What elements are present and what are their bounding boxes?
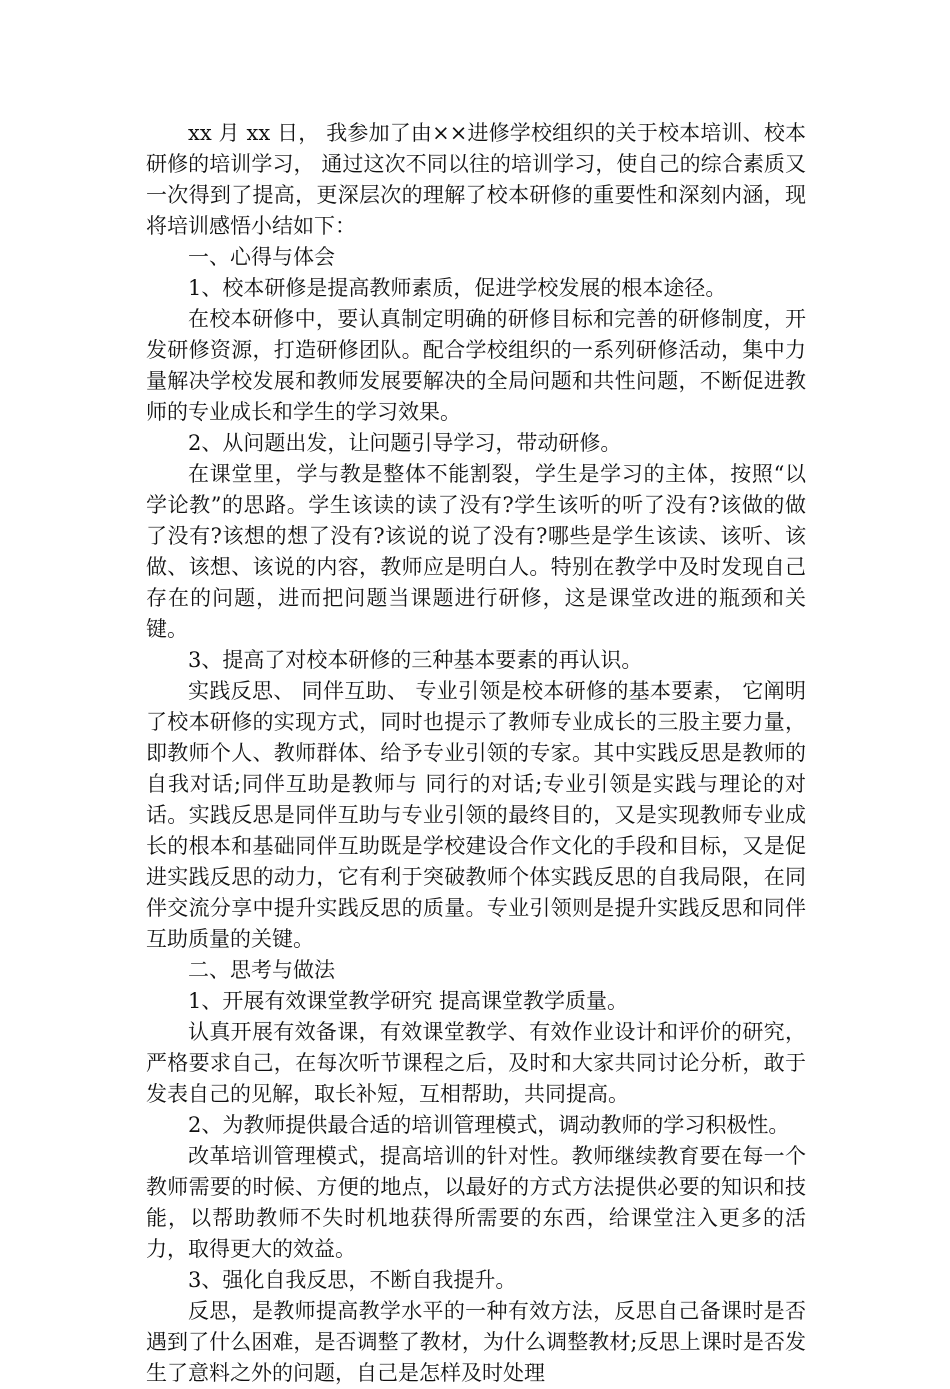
- paragraph-1-2: 在课堂里，学与教是整体不能割裂，学生是学习的主体，按照“以学论教”的思路。学生该读的读了没有?学生该听的听了没有?该做的做了没有?该想的想了没有?该说的说了没有?哪些是学生该读、该听、该做、该想、该说的内容，教师应是明白人。特别在教学中及时发现自己存在的问题，进而把问题当课题进行研修，这是课堂改进的瓶颈和关键。: [146, 462, 806, 641]
- subheading-1-1: 1、校本研修是提高教师素质，促进学校发展的根本途径。: [188, 276, 727, 300]
- subheading-2-3: 3、强化自我反思，不断自我提升。: [188, 1268, 517, 1292]
- paragraph-2-2: 改革培训管理模式，提高培训的针对性。教师继续教育要在每一个教师需要的时候、方便的地点，以最好的方式方法提供必要的知识和技能，以帮助教师不失时机地获得所需要的东西，给课堂注入更多的活力，取得更大的效益。: [146, 1144, 806, 1261]
- document-body: [146, 118, 806, 1389]
- subheading-2-2: 2、为教师提供最合适的培训管理模式，调动教师的学习积极性。: [188, 1113, 790, 1137]
- subheading-1-2: 2、从问题出发，让问题引导学习，带动研修。: [188, 431, 622, 455]
- paragraph-1-1: 在校本研修中，要认真制定明确的研修目标和完善的研修制度，开发研修资源，打造研修团队。配合学校组织的一系列研修活动，集中力量解决学校发展和教师发展要解决的全局问题和共性问题，不断促进教师的专业成长和学生的学习效果。: [146, 307, 806, 424]
- paragraph-2-3: 反思，是教师提高教学水平的一种有效方法，反思自己备课时是否遇到了什么困难，是否调整了教材，为什么调整教材;反思上课时是否发生了意料之外的问题，自己是怎样及时处理: [146, 1299, 806, 1385]
- intro-paragraph: xx 月 xx 日， 我参加了由××进修学校组织的关于校本培训、校本研修的培训学习， 通过这次不同以往的培训学习，使自己的综合素质又一次得到了提高，更深层次的理解了校本研修的重要性和深刻内涵，现将培训感悟小结如下：: [146, 121, 806, 238]
- section-heading-2: 二、思考与做法: [188, 958, 335, 982]
- section-heading-1: 一、心得与体会: [188, 245, 335, 269]
- paragraph-1-3: 实践反思、 同伴互助、 专业引领是校本研修的基本要素， 它阐明了校本研修的实现方式，同时也提示了教师专业成长的三股主要力量，即教师个人、教师群体、给予专业引领的专家。其中实践反思是教师的自我对话;同伴互助是教师与 同行的对话;专业引领是实践与理论的对话。实践反思是同伴互助与专业引领的最终目的，又是实现教师专业成长的根本和基础同伴互助既是学校建设合作文化的手段和目标，又是促进实践反思的动力，它有利于突破教师个体实践反思的自我局限，在同伴交流分享中提升实践反思的质量。专业引领则是提升实践反思和同伴互助质量的关键。: [146, 679, 806, 951]
- subheading-2-1: 1、开展有效课堂教学研究 提高课堂教学质量。: [188, 989, 629, 1013]
- subheading-1-3: 3、提高了对校本研修的三种基本要素的再认识。: [188, 648, 643, 672]
- paragraph-2-1: 认真开展有效备课，有效课堂教学、有效作业设计和评价的研究，严格要求自己，在每次听节课程之后，及时和大家共同讨论分析，敢于发表自己的见解，取长补短，互相帮助，共同提高。: [146, 1020, 806, 1106]
